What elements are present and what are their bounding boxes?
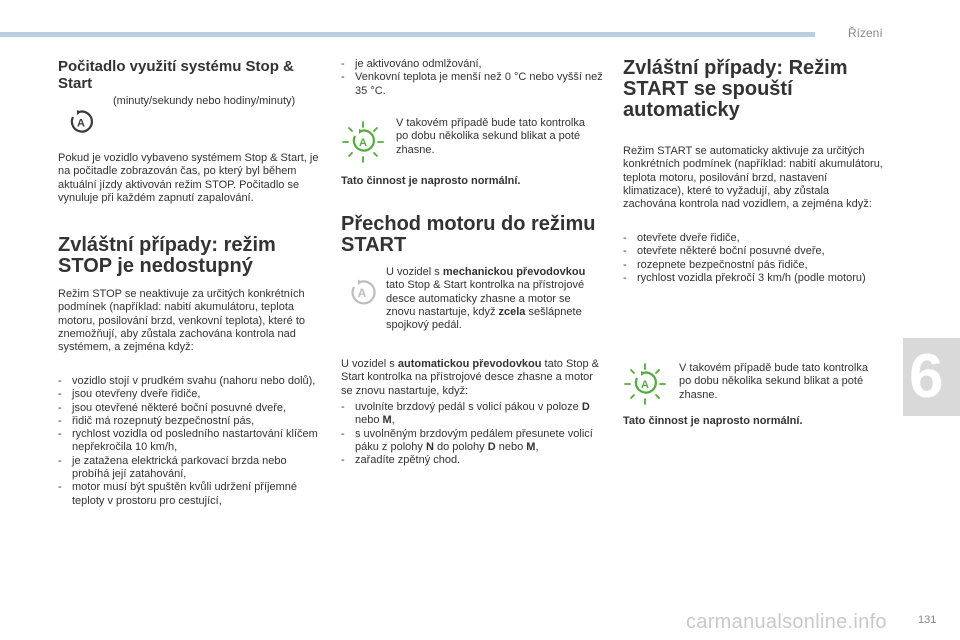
list-item: - motor musí být spuštěn kvůli udržení příjemné teploty v prostoru pro cestující, — [58, 481, 323, 508]
list-item: - uvolníte brzdový pedál s volicí pákou v poloze D nebo M, — [341, 401, 603, 428]
auto-gearbox-text: U vozidel s automatickou převodovkou tato Stop & Start kontrolka na přístrojové desce zhasne a motor se znovu nastartuje, když: — [341, 358, 599, 397]
list-item: - rozepnete bezpečnostní pás řidiče, — [623, 259, 885, 272]
chapter-number: 6 — [909, 342, 944, 411]
list-item: - zařadíte zpětný chod. — [341, 454, 603, 467]
top-accent-bar — [0, 32, 815, 37]
section-title: Řízení — [848, 26, 883, 40]
list-item: - rychlost vozidla překročí 3 km/h (podle motoru) — [623, 272, 885, 285]
list-item: - otevřete některé boční posuvné dveře, — [623, 245, 885, 258]
stop-start-dark-icon — [68, 109, 94, 135]
list-item: - otevřete dveře řidiče, — [623, 232, 885, 245]
col2-blink-note: V takovém případě bude tato kontrolka po dobu několika sekund blikat a poté zhasne. — [396, 117, 585, 156]
list-item: - jsou otevřeny dveře řidiče, — [58, 388, 323, 401]
chapter-tab[interactable] — [903, 338, 960, 416]
col1-title: Počitadlo využití systému Stop & Start — [58, 58, 294, 92]
list-item: - s uvolněným brzdovým pedálem přesunete volicí páku z polohy N do polohy D nebo M, — [341, 428, 603, 455]
list-item: - vozidlo stojí v prudkém svahu (nahoru nebo dolů), — [58, 375, 323, 388]
col2-top-list — [341, 58, 603, 98]
page-number: 131 — [918, 614, 937, 626]
col3-normal-note: Tato činnost je naprosto normální. — [623, 415, 803, 427]
start-auto-list — [623, 232, 885, 285]
manual-gearbox-text: U vozidel s mechanickou převodovkou tato Stop & Start kontrolka na přístrojové desce automaticky zhasne a motor se znovu nastartuje, když zcela sešlápnete spojkový pedál. — [386, 266, 586, 332]
stop-start-grey-icon — [348, 278, 376, 306]
list-item: - řidič má rozepnutý bezpečnostní pás, — [58, 415, 323, 428]
list-item: - rychlost vozidla od posledního nastartování klíčem nepřekročila 10 km/h, — [58, 428, 323, 455]
list-item: - je zatažena elektrická parkovací brzda nebo probíhá její zatahování, — [58, 455, 323, 482]
svg-text:A: A — [359, 137, 367, 149]
svg-text:A: A — [77, 117, 85, 130]
svg-text:A: A — [357, 286, 367, 300]
svg-text:A: A — [641, 379, 649, 391]
col1-para1: Pokud je vozidlo vybaveno systémem Stop & Start, je na počitadle zobrazován čas, po který byl během aktuální jízdy aktivován režim STOP. Počitadlo se vynuluje při každém zapnutí zapalování. — [58, 152, 319, 204]
stop-start-blinking-icon — [341, 120, 385, 164]
col3-title: Zvláštní případy: Režim START se spouští automaticky — [623, 57, 848, 121]
auto-gearbox-list — [341, 401, 603, 467]
col3-para: Režim START se automaticky aktivuje za určitých konkrétních podmínek (například: nabití akumulátoru, teplota motoru, posilování brzd, nastavení klimatizace), které to vyžadují, aby zůstala zachována kontrola nad vozidlem, a zejména když: — [623, 145, 883, 211]
list-item: - je aktivováno odmlžování, — [341, 58, 603, 71]
watermark: carmanualsonline.info — [686, 611, 887, 633]
unit-note: (minuty/sekundy nebo hodiny/minuty) — [113, 95, 296, 107]
col2-title: Přechod motoru do režimu START — [341, 213, 596, 256]
col1-title2: Zvláštní případy: režim STOP je nedostupný — [58, 234, 276, 277]
stop-start-blinking-icon — [623, 362, 667, 406]
col2-normal-note: Tato činnost je naprosto normální. — [341, 175, 521, 187]
list-item: - jsou otevřené některé boční posuvné dveře, — [58, 402, 323, 415]
list-item: - Venkovní teplota je menší než 0 °C nebo vyšší než 35 °C. — [341, 71, 603, 98]
stop-unavailable-list — [58, 375, 323, 508]
col3-blink-note: V takovém případě bude tato kontrolka po dobu několika sekund blikat a poté zhasne. — [679, 362, 868, 401]
col1-para2: Režim STOP se neaktivuje za určitých konkrétních podmínek (například: nabití akumulátoru, teplota motoru, posilování brzd, venkovní teplota), které to znemožňují, aby zůstala zachována kontrola nad systémem, a zejména když: — [58, 288, 306, 354]
